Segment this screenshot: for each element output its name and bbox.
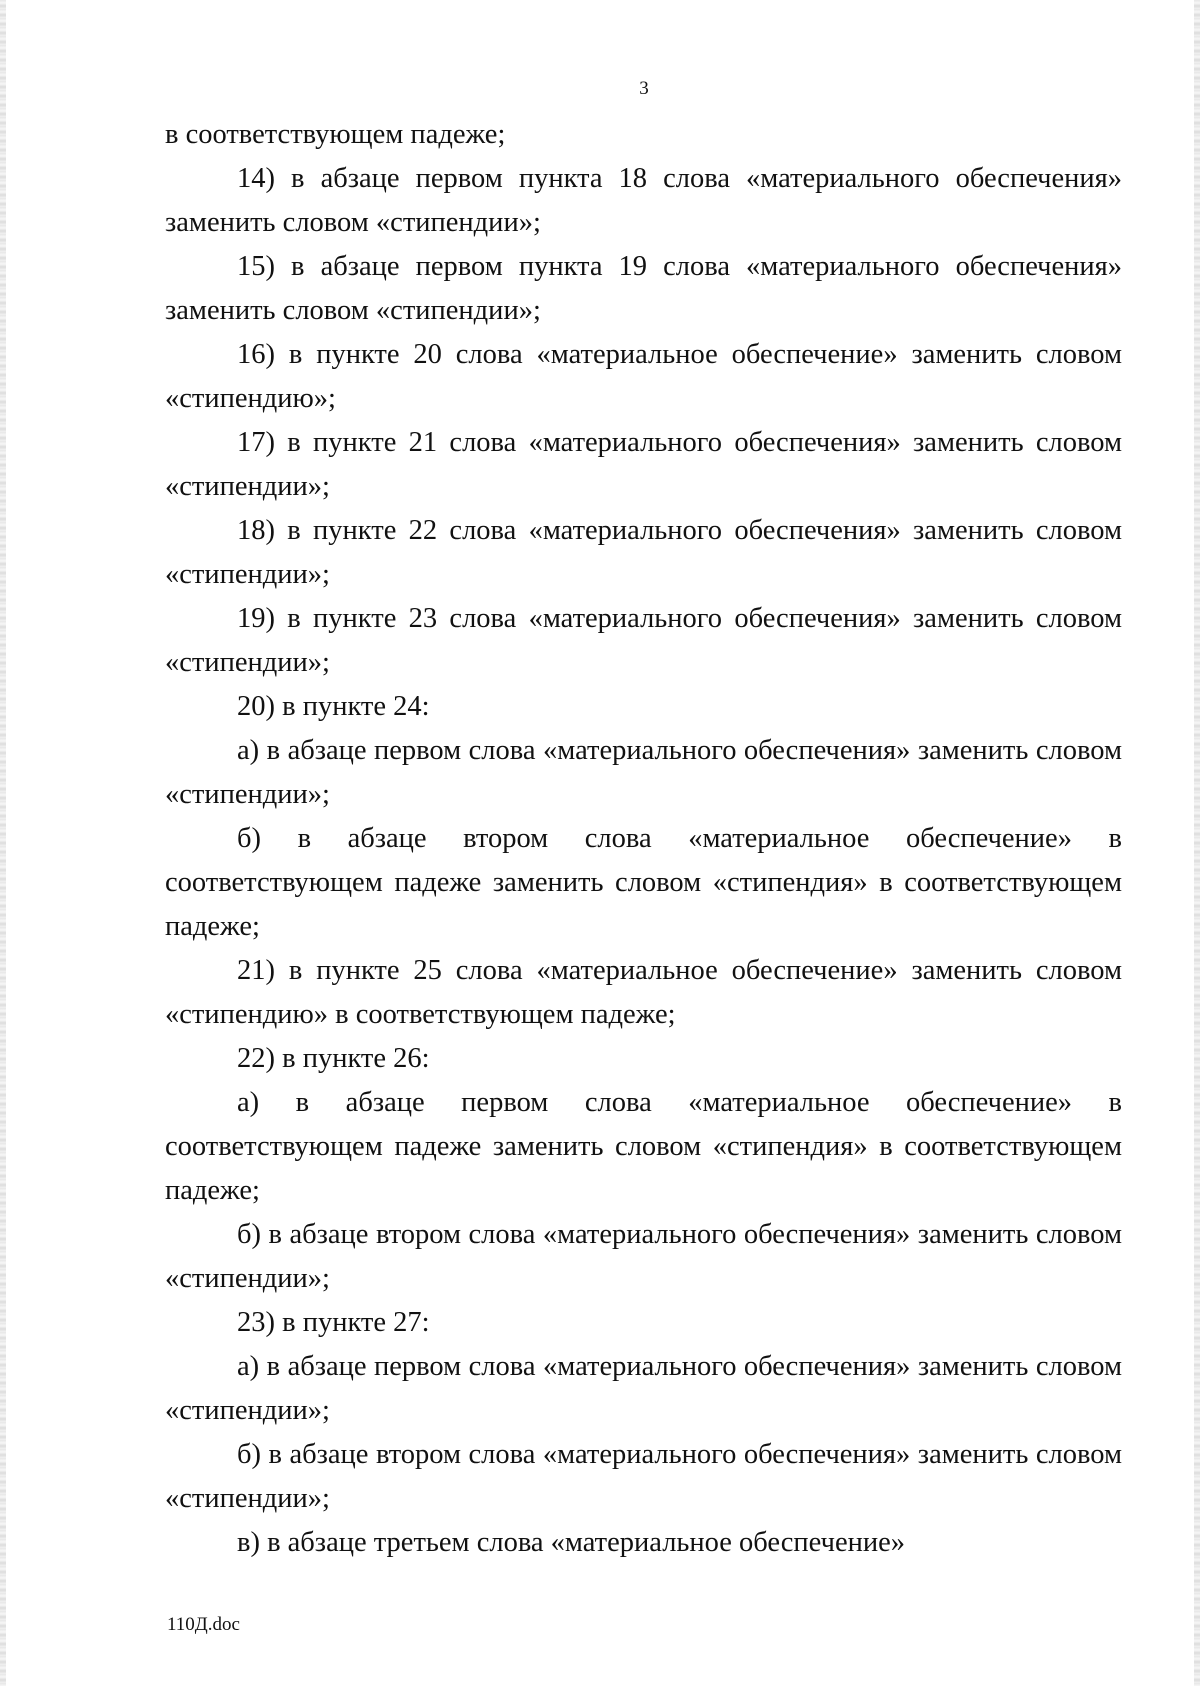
paragraph: 20) в пункте 24:: [237, 691, 430, 722]
paragraph: 23) в пункте 27:: [237, 1307, 430, 1338]
paragraph: 19) в пункте 23 слова «материального обеспечения» заменить словом «стипендии»;: [165, 603, 1122, 678]
paragraph: а) в абзаце первом слова «материальное обеспечение» в соответствующем падеже заменить словом «стипендия» в соответствующем падеже;: [165, 1087, 1122, 1206]
paragraph: в) в абзаце третьем слова «материальное обеспечение»: [237, 1527, 905, 1558]
paragraph: 22) в пункте 26:: [237, 1043, 430, 1074]
paragraph: а) в абзаце первом слова «материального обеспечения» заменить словом «стипендии»;: [165, 1351, 1122, 1426]
paragraph: 16) в пункте 20 слова «материальное обеспечение» заменить словом «стипендию»;: [165, 339, 1122, 414]
paragraph: в соответствующем падеже;: [165, 119, 506, 150]
paragraph: 14) в абзаце первом пункта 18 слова «материального обеспечения» заменить словом «стипендии»;: [165, 163, 1122, 238]
paragraph: 21) в пункте 25 слова «материальное обеспечение» заменить словом «стипендию» в соответствующем падеже;: [165, 955, 1122, 1030]
paragraph: 17) в пункте 21 слова «материального обеспечения» заменить словом «стипендии»;: [165, 427, 1122, 502]
footer-filename: 110Д.doc: [167, 1614, 240, 1635]
page-number: 3: [639, 78, 649, 99]
paragraph: б) в абзаце втором слова «материального обеспечения» заменить словом «стипендии»;: [165, 1219, 1122, 1294]
scan-edge-right: [1194, 0, 1200, 1686]
paragraph: б) в абзаце втором слова «материального обеспечения» заменить словом «стипендии»;: [165, 1439, 1122, 1514]
scan-edge-left: [0, 0, 6, 1686]
paragraph: б) в абзаце втором слова «материальное обеспечение» в соответствующем падеже заменить словом «стипендия» в соответствующем падеже;: [165, 823, 1122, 942]
paragraph: а) в абзаце первом слова «материального обеспечения» заменить словом «стипендии»;: [165, 735, 1122, 810]
paragraph: 18) в пункте 22 слова «материального обеспечения» заменить словом «стипендии»;: [165, 515, 1122, 590]
document-body: [165, 113, 1122, 1565]
paragraph: 15) в абзаце первом пункта 19 слова «материального обеспечения» заменить словом «стипендии»;: [165, 251, 1122, 326]
